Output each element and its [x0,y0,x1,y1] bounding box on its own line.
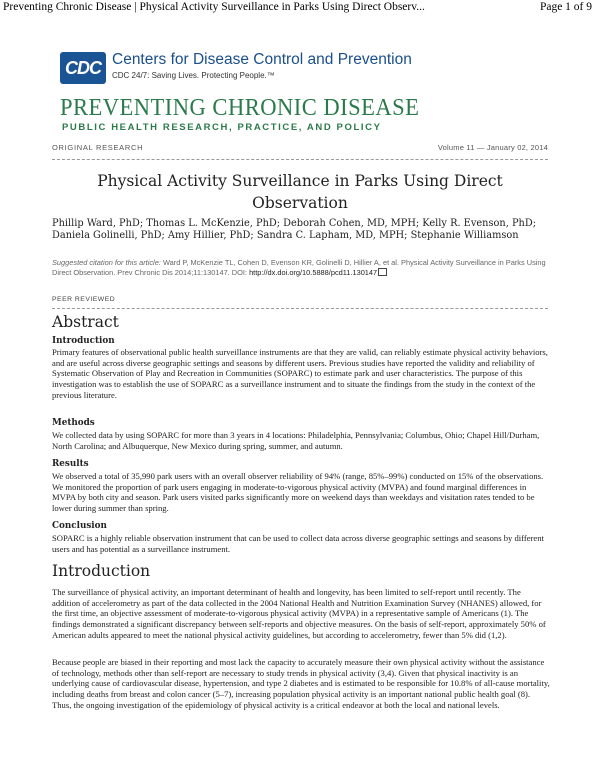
introduction-paragraph: Because people are biased in their reporting and most lack the capacity to accurately measure their own physical activity without the assistance of technology, methods other than self-report are necessary to study trends in physical activity (3,4). Given that physical inactivity is an underlying cause of cardiovascular disease, hypertension, and type 2 diabetes and is estimated to be responsible for 10.8% of all-cause mortality, including deaths from breast and colon cancer (5–7), increasing population physical activity is an important national public health goal (8). Thus, the ongoing investigation of the epidemiology of physical activity is a critical endeavor at both the local and national levels. [52,657,550,710]
volume-date: Volume 11 — January 02, 2014 [437,143,548,152]
journal-subtitle: PUBLIC HEALTH RESEARCH, PRACTICE, AND POLICY [62,122,382,133]
article-section: ORIGINAL RESEARCH [52,143,144,152]
doi-link[interactable]: http://dx.doi.org/10.5888/pcd11.130147 [249,267,378,277]
author-list: Phillip Ward, PhD; Thomas L. McKenzie, PhD; Deborah Cohen, MD, MPH; Kelly R. Evenson, PhD; Daniela Golinelli, PhD; Amy Hillier, PhD; Sandra C. Lapham, MD, MPH; Stephanie Williamson [52,218,536,241]
cdc-tagline: CDC 24/7: Saving Lives. Protecting People.™ [112,71,275,80]
page-number: Page 1 of 9 [539,1,592,13]
abstract-methods-heading: Methods [52,418,95,428]
abstract-intro-heading: Introduction [52,336,115,346]
print-header-title: Preventing Chronic Disease | Physical Activity Surveillance in Parks Using Direct Observ... [3,1,425,13]
cdc-org-name: Centers for Disease Control and Prevention [112,51,412,68]
abstract-results-text: We observed a total of 35,990 park users with an overall observer reliability of 94% (range, 85%–99%) conducted on 15% of the observations. We monitored the proportion of park users engaging in moderate-to-vigorous physical activity (MVPA) and found marginal differences in MVPA by both city and season. Park users visited parks significantly more on weekend days than weekdays and visitation rates tended to be lower during summer than spring. [52,471,544,514]
divider [52,308,548,309]
abstract-conclusion-heading: Conclusion [52,521,107,531]
introduction-paragraph: The surveillance of physical activity, an important determinant of health and longevity, has been limited to self-report until recently. The addition of accelerometry as part of the data collected in the 2004 National Health and Nutrition Examination Survey (NHANES) allowed, for the first time, an objective assessment of moderate-to-vigorous physical activity (MVPA) in a representative sample of Americans (1). The findings demonstrated a significant discrepancy between self-reports and objective measures. On the basis of self-report, approximately 50% of American adults appeared to meet the national physical activity guidelines, but according to accelerometry, fewer than 5% did (1,2). [52,587,546,640]
article-title: Physical Activity Surveillance in Parks Using Direct Observation [97,172,503,212]
journal-title[interactable]: PREVENTING CHRONIC DISEASE [60,95,420,121]
introduction-heading: Introduction [52,562,151,580]
abstract-intro-text: Primary features of observational public health surveillance instruments are that they are valid, can reliably estimate physical activity behaviors, and are useful across diverse geographic settings and seasons by different users. Previous studies have reported the validity and reliability of Systematic Observation of Play and Recreation in Communities (SOPARC) to estimate park and user characteristics. The purpose of this investigation was to establish the use of SOPARC as a surveillance instrument and to situate the findings from the study in the context of the previous literature. [52,347,548,400]
print-header [0,0,600,14]
peer-reviewed-label: PEER REVIEWED [52,296,116,303]
cdc-logo[interactable]: CDC [60,52,106,84]
abstract-heading: Abstract [52,313,119,331]
citation-label: Suggested citation for this article: [52,258,161,267]
abstract-methods-text: We collected data by using SOPARC for more than 3 years in 4 locations: Philadelphia, Pennsylvania; Columbus, Ohio; Chapel Hill/Durham, North Carolina; and Albuquerque, New Mexico during spring, summer, and autumn. [52,430,540,451]
cdc-banner[interactable] [60,52,540,86]
abstract-results-heading: Results [52,459,89,469]
external-link-icon[interactable] [378,268,387,276]
article-meta [52,143,548,155]
citation-text: Ward P, McKenzie TL, Cohen D, Evenson KR, Golinelli D, Hillier A, et al. Physical Activity Surveillance in Parks Using Direct Observation. Prev Chronic Dis 2014;11:130147. DOI: [52,258,546,277]
divider [52,159,548,160]
abstract-conclusion-text: SOPARC is a highly reliable observation instrument that can be used to collect data across diverse geographic settings and seasons by different users and has potential as a surveillance instrument. [52,533,544,554]
suggested-citation [52,258,552,277]
